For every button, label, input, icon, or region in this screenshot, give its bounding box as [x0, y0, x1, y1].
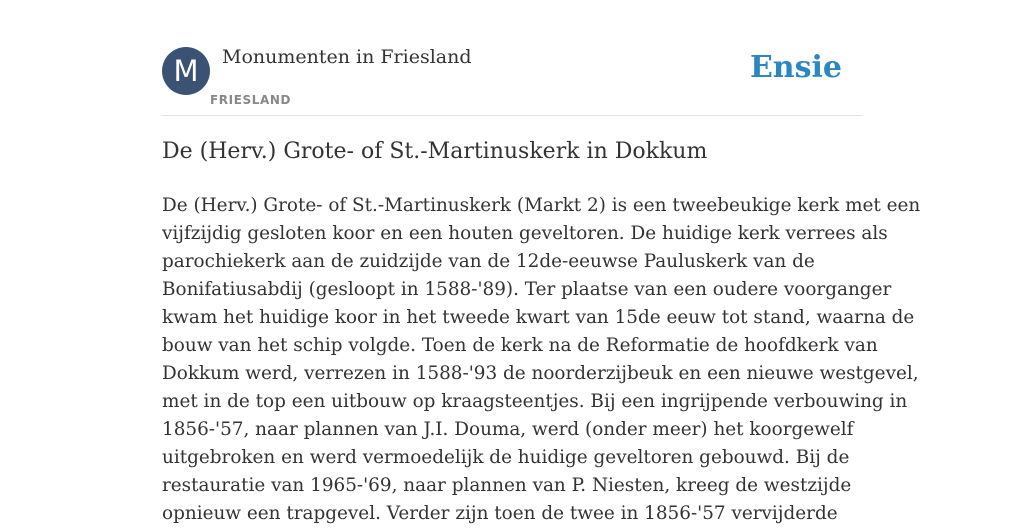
body-line: bouw van het schip volgde. Toen de kerk na de Reformatie de hoofdkerk van [162, 335, 878, 356]
body-line: 1856-'57, naar plannen van J.I. Douma, werd (onder meer) het koorgewelf [162, 419, 854, 440]
body-line: Bonifatiusabdij (gesloopt in 1588-'89). Ter plaatse van een oudere voorganger [162, 279, 892, 300]
site-title[interactable]: Monumenten in Friesland [222, 46, 472, 68]
body-line: De (Herv.) Grote- of St.-Martinuskerk (Markt 2) is een tweebeukige kerk met een [162, 195, 921, 216]
body-line: opnieuw een trapgevel. Verder zijn toen de twee in 1856-'57 vervijderde [162, 503, 838, 524]
body-line: restauratie van 1965-'69, naar plannen van P. Niesten, kreeg de westzijde [162, 475, 852, 496]
article-body [162, 192, 921, 528]
body-line: met in de top een uitbouw op kraagsteentjes. Bij een ingrijpende verbouwing in [162, 391, 908, 412]
body-line: Dokkum werd, verrezen in 1588-'93 de noorderzijbeuk en een nieuwe westgevel, [162, 363, 919, 384]
site-subtitle[interactable]: FRIESLAND [210, 93, 292, 107]
article-title: De (Herv.) Grote- of St.-Martinuskerk in Dokkum [162, 139, 708, 164]
avatar[interactable]: M [162, 47, 210, 95]
header-divider [162, 115, 862, 116]
body-line: vijfzijdig gesloten koor en een houten geveltoren. De huidige kerk verrees als [162, 223, 888, 244]
body-line: parochiekerk aan de zuidzijde van de 12de-eeuwse Pauluskerk van de [162, 251, 815, 272]
header [162, 46, 862, 116]
body-line: kwam het huidige koor in het tweede kwart van 15de eeuw tot stand, waarna de [162, 307, 915, 328]
brand-logo[interactable]: Ensie [749, 50, 842, 85]
body-line: uitgebroken en werd vermoedelijk de huidige geveltoren gebouwd. Bij de [162, 447, 850, 468]
